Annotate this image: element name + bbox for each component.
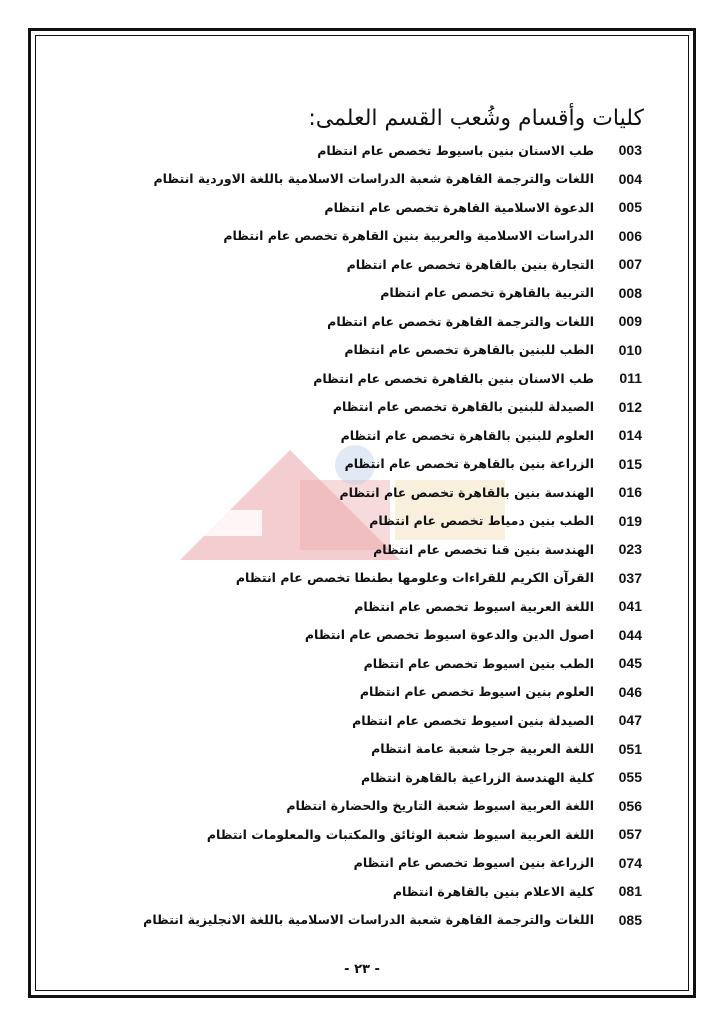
college-name: كلية الهندسة الزراعية بالقاهرة انتظام bbox=[360, 769, 594, 785]
college-name: الطب للبنين بالقاهرة تخصص عام انتظام bbox=[344, 342, 594, 358]
college-name: اللغات والترجمة القاهرة شعبة الدراسات الاسلامية باللغة الاوردية انتظام bbox=[153, 171, 594, 187]
college-code: 085 bbox=[618, 911, 642, 928]
college-name: اللغات والترجمة القاهرة تخصص عام انتظام bbox=[327, 313, 594, 329]
college-code: 051 bbox=[618, 740, 642, 757]
college-name: العلوم للبنين بالقاهرة تخصص عام انتظام bbox=[340, 427, 594, 443]
college-name: كلية الاعلام بنين بالقاهرة انتظام bbox=[392, 883, 594, 899]
college-name: القرآن الكريم للقراءات وعلومها بطنطا تخصص عام انتظام bbox=[235, 570, 594, 586]
college-name: الهندسة بنين قنا تخصص عام انتظام bbox=[373, 541, 594, 557]
college-name: طب الاسنان بنين بالقاهرة تخصص عام انتظام bbox=[313, 370, 594, 386]
college-code: 074 bbox=[618, 854, 642, 871]
college-name: اصول الدين والدعوة اسيوط تخصص عام انتظام bbox=[304, 627, 594, 643]
college-code: 055 bbox=[618, 769, 642, 786]
list-item bbox=[82, 507, 642, 536]
college-name: الصيدلة للبنين بالقاهرة تخصص عام انتظام bbox=[332, 399, 594, 415]
college-name: الطب بنين اسيوط تخصص عام انتظام bbox=[363, 655, 594, 671]
college-code: 016 bbox=[618, 484, 642, 501]
page-number: - ٢٣ - bbox=[344, 962, 380, 977]
college-code: 041 bbox=[618, 598, 642, 615]
college-code: 045 bbox=[618, 655, 642, 672]
list-item bbox=[82, 877, 642, 906]
college-name: الزراعة بنين اسيوط تخصص عام انتظام bbox=[353, 855, 594, 871]
college-code: 006 bbox=[618, 227, 642, 244]
college-name: اللغات والترجمة القاهرة شعبة الدراسات الاسلامية باللغة الانجليزية انتظام bbox=[143, 912, 594, 928]
college-code: 046 bbox=[618, 683, 642, 700]
list-item bbox=[82, 136, 642, 165]
list-item bbox=[82, 564, 642, 593]
college-code: 014 bbox=[618, 427, 642, 444]
college-name: طب الاسنان بنين باسيوط تخصص عام انتظام bbox=[317, 142, 594, 158]
list-item bbox=[82, 535, 642, 564]
college-code: 010 bbox=[618, 341, 642, 358]
list-item bbox=[82, 592, 642, 621]
list-item bbox=[82, 763, 642, 792]
college-name: اللغة العربية جرجا شعبة عامة انتظام bbox=[371, 741, 594, 757]
college-name: الزراعة بنين بالقاهرة تخصص عام انتظام bbox=[344, 456, 594, 472]
list-item bbox=[82, 364, 642, 393]
college-name: التجارة بنين بالقاهرة تخصص عام انتظام bbox=[346, 256, 594, 272]
list-item bbox=[82, 279, 642, 308]
college-name: الصيدلة بنين اسيوط تخصص عام انتظام bbox=[352, 712, 594, 728]
list-item bbox=[82, 735, 642, 764]
college-name: اللغة العربية اسيوط شعبة التاريخ والحضارة انتظام bbox=[286, 798, 594, 814]
list-item bbox=[82, 849, 642, 878]
list-item bbox=[82, 621, 642, 650]
college-name: الدراسات الاسلامية والعربية بنين القاهرة تخصص عام انتظام bbox=[223, 228, 594, 244]
college-name: الطب بنين دمياط تخصص عام انتظام bbox=[369, 513, 594, 529]
list-item bbox=[82, 820, 642, 849]
list-item bbox=[82, 250, 642, 279]
college-code: 009 bbox=[618, 313, 642, 330]
college-code: 019 bbox=[618, 512, 642, 529]
list-item bbox=[82, 649, 642, 678]
college-name: الهندسة بنين بالقاهرة تخصص عام انتظام bbox=[339, 484, 594, 500]
list-item bbox=[82, 906, 642, 935]
list-item bbox=[82, 792, 642, 821]
college-name: اللغة العربية اسيوط شعبة الوثائق والمكتبات والمعلومات انتظام bbox=[206, 826, 594, 842]
college-code: 004 bbox=[618, 170, 642, 187]
page-title: كليات وأقسام وشُعب القسم العلمى: bbox=[308, 106, 644, 131]
college-code: 008 bbox=[618, 284, 642, 301]
college-list bbox=[82, 136, 642, 934]
college-code: 015 bbox=[618, 455, 642, 472]
college-code: 012 bbox=[618, 398, 642, 415]
college-code: 037 bbox=[618, 569, 642, 586]
college-code: 056 bbox=[618, 797, 642, 814]
list-item bbox=[82, 165, 642, 194]
college-code: 047 bbox=[618, 712, 642, 729]
college-code: 005 bbox=[618, 199, 642, 216]
college-code: 044 bbox=[618, 626, 642, 643]
list-item bbox=[82, 307, 642, 336]
list-item bbox=[82, 478, 642, 507]
list-item bbox=[82, 450, 642, 479]
list-item bbox=[82, 222, 642, 251]
college-name: العلوم بنين اسيوط تخصص عام انتظام bbox=[359, 684, 594, 700]
college-code: 007 bbox=[618, 256, 642, 273]
college-name: اللغة العربية اسيوط تخصص عام انتظام bbox=[354, 598, 594, 614]
college-name: التربية بالقاهرة تخصص عام انتظام bbox=[380, 285, 594, 301]
college-code: 057 bbox=[618, 826, 642, 843]
list-item bbox=[82, 336, 642, 365]
list-item bbox=[82, 678, 642, 707]
list-item bbox=[82, 706, 642, 735]
list-item bbox=[82, 421, 642, 450]
college-code: 003 bbox=[618, 142, 642, 159]
college-code: 081 bbox=[618, 883, 642, 900]
list-item bbox=[82, 393, 642, 422]
list-item bbox=[82, 193, 642, 222]
college-code: 023 bbox=[618, 541, 642, 558]
college-code: 011 bbox=[619, 370, 642, 387]
college-name: الدعوة الاسلامية القاهرة تخصص عام انتظام bbox=[324, 199, 594, 215]
